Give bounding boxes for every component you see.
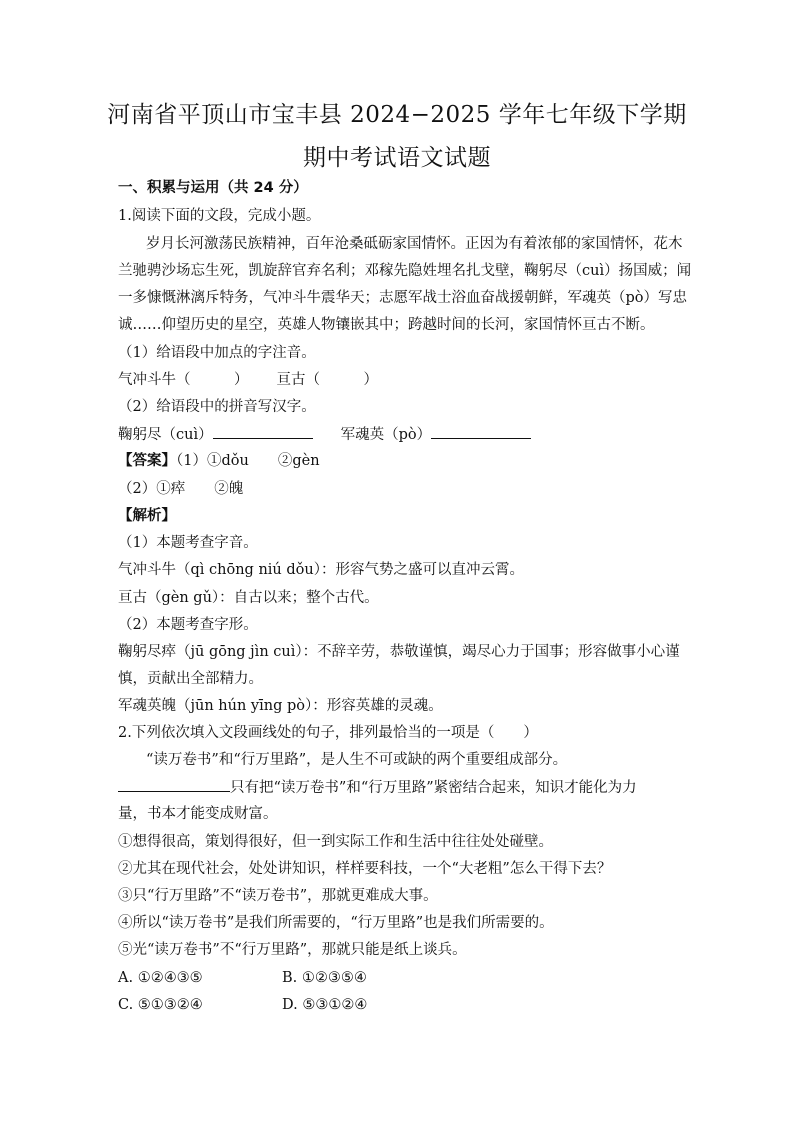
choice-d[interactable]: D. ⑤③①②④ — [282, 997, 368, 1013]
sentence-option-2: ②尤其在现代社会，处处讲知识，样样要科技，一个“大老粗”怎么干得下去？ — [118, 861, 612, 877]
choice-a[interactable]: A. ①②④③⑤ — [118, 970, 203, 986]
passage-line-1: 岁月长河激荡民族精神，百年沧桑砥砺家国情怀。正因为有着浓郁的家国情怀，花木 — [146, 236, 683, 252]
sentence-option-5: ⑤光“读万卷书”不“行万里路”，那就只能是纸上谈兵。 — [118, 942, 467, 958]
analysis-line-7: 军魂英魄（jūn hún yīng pò）：形容英雄的灵魂。 — [118, 698, 443, 714]
analysis-label: 【解析】 — [118, 508, 176, 524]
passage-line-4: 诚……仰望历史的星空，英雄人物镶嵌其中；跨越时间的长河，家国情怀亘古不断。 — [118, 317, 655, 333]
q2-passage-line-3: 量，书本才能变成财富。 — [118, 806, 278, 822]
sentence-option-4: ④所以“读万卷书”是我们所需要的，“行万里路”也是我们所需要的。 — [118, 915, 554, 931]
analysis-line-3: 亘古（gèn gǔ）：自古以来；整个古代。 — [118, 590, 379, 606]
passage-line-3: 一多慷慨淋漓斥特务，气冲斗牛震华天；志愿军战士浴血奋战援朝鲜，军魂英（pò）写忠 — [118, 290, 688, 306]
question-2-stem: 2.下列依次填入文段画线处的句子，排列最恰当的一项是（ ） — [118, 725, 538, 741]
analysis-line-5: 鞠躬尽瘁（jū gōng jìn cuì）：不辞辛劳，恭敬谨慎，竭尽心力于国事；形容做事小心谨 — [118, 644, 680, 660]
analysis-line-1: （1）本题考查字音。 — [118, 535, 258, 551]
analysis-line-2: 气冲斗牛（qì chōng niú dǒu）：形容气势之盛可以直冲云霄。 — [118, 562, 524, 578]
hanzi-blank-1[interactable] — [213, 424, 313, 439]
pinyin-blank-1[interactable]: 气冲斗牛（ ） — [118, 372, 249, 388]
sentence-option-1: ①想得很高，策划得很好，但一到实际工作和生活中往往处处碰壁。 — [118, 834, 553, 850]
answer-line-2: （2）①瘁 ②魄 — [118, 481, 244, 497]
question-1-stem: 1.阅读下面的文段，完成小题。 — [118, 208, 321, 224]
page-title-line1: 河南省平顶山市宝丰县 2024−2025 学年七年级下学期 — [107, 102, 687, 128]
page-title-line2: 期中考试语文试题 — [303, 145, 491, 171]
analysis-line-4: （2）本题考查字形。 — [118, 617, 258, 633]
sub-question-2-items — [118, 424, 531, 445]
section-heading: 一、积累与运用（共 24 分） — [118, 180, 308, 196]
sub-question-1: （1）给语段中加点的字注音。 — [118, 345, 316, 361]
q2-passage-line-1: “读万卷书”和“行万里路”，是人生不可或缺的两个重要组成部分。 — [146, 752, 568, 768]
q2-passage-line-2 — [118, 777, 637, 798]
sub-question-1-items — [118, 370, 378, 390]
analysis-line-6: 慎，贡献出全部精力。 — [118, 671, 263, 687]
hanzi-blank-2[interactable] — [431, 424, 531, 439]
hanzi-prompt-1: 鞠躬尽（cuì） — [118, 427, 213, 443]
answer-1: （1）①dǒu ②gèn — [176, 453, 320, 469]
answer-label: 【答案】 — [118, 453, 176, 469]
q2-passage-text: 只有把“读万卷书”和“行万里路”紧密结合起来，知识才能化为力 — [230, 780, 637, 796]
choice-c[interactable]: C. ⑤①③②④ — [118, 997, 203, 1013]
sentence-option-3: ③只“行万里路”不“读万卷书”，那就更难成大事。 — [118, 888, 438, 904]
passage-line-2: 兰驰骋沙场忘生死，凯旋辞官弃名利；邓稼先隐姓埋名扎戈壁，鞠躬尽（cuì）扬国威；闻 — [118, 263, 692, 279]
answer-line-1 — [118, 451, 320, 471]
choice-b[interactable]: B. ①②③⑤④ — [282, 970, 367, 986]
q2-underline-blank[interactable] — [118, 777, 230, 792]
hanzi-prompt-2: 军魂英（pò） — [340, 427, 432, 443]
sub-question-2: （2）给语段中的拼音写汉字。 — [118, 399, 316, 415]
pinyin-blank-2[interactable]: 亘古（ ） — [276, 372, 378, 388]
